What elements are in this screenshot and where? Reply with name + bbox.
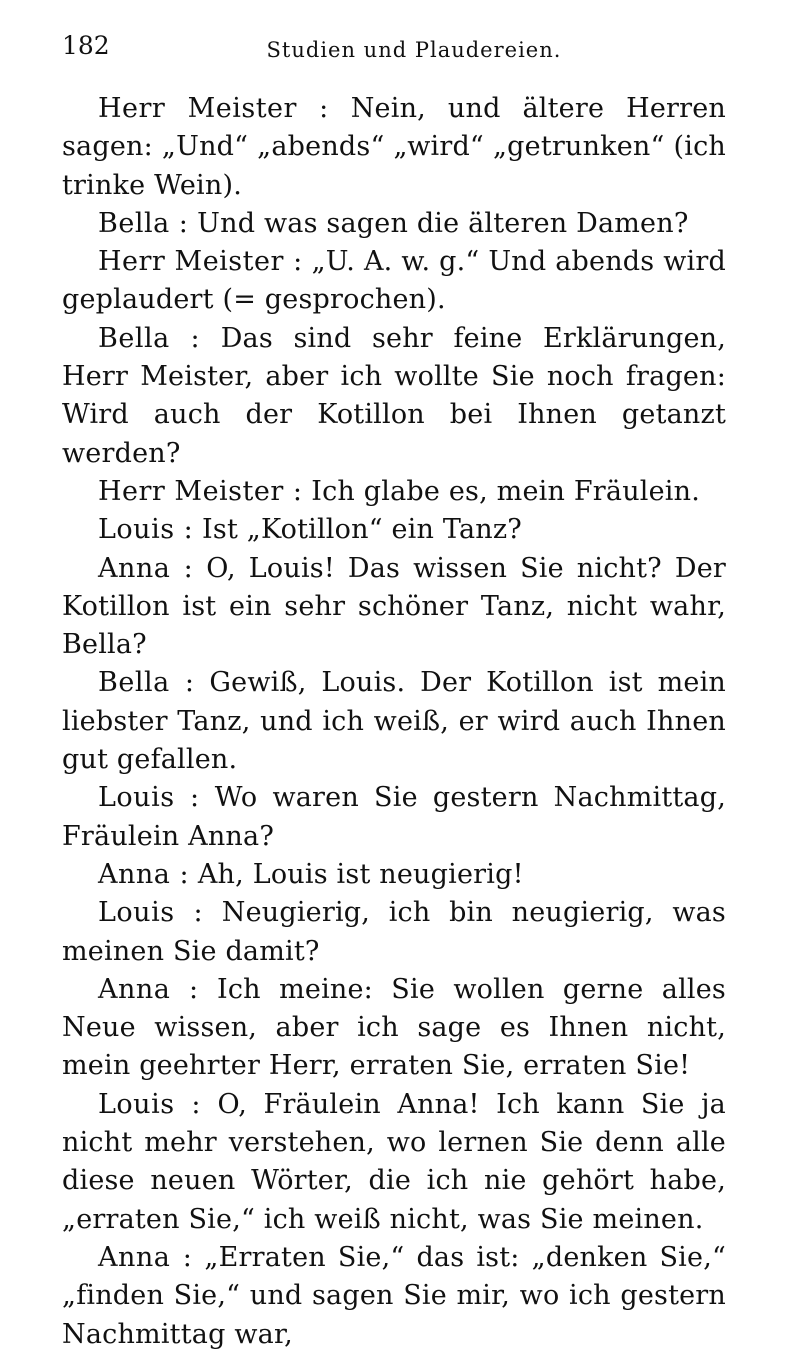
speaker-name: Bella : — [98, 667, 195, 699]
dialogue-line: „U. A. w. g.“ Und abends wird geplaudert (= gesprochen). — [62, 246, 726, 316]
speaker-name: Louis : — [98, 1088, 201, 1120]
dialogue-line: Nein, und ältere Herren sagen: „Und“ „abends“ „wird“ „getrunken“ (ich trinke Wein). — [62, 93, 726, 201]
speaker-name: Louis : — [98, 514, 194, 546]
dialogue-paragraph — [62, 473, 726, 511]
speaker-name: Louis : — [98, 897, 204, 929]
dialogue-paragraph — [62, 971, 726, 1086]
dialogue-line: Ist „Kotillon“ ein Tanz? — [202, 514, 522, 546]
dialogue-paragraph — [62, 1239, 726, 1354]
dialogue-paragraph — [62, 856, 726, 894]
dialogue-line: O, Louis! Das wissen Sie nicht? Der Kotillon ist ein sehr schöner Tanz, nicht wahr, Bella? — [62, 552, 726, 661]
speaker-name: Anna : — [98, 858, 190, 890]
dialogue-paragraph — [62, 243, 726, 320]
speaker-name: Anna : — [98, 1241, 193, 1273]
dialogue-line: „Erraten Sie,“ das ist: „denken Sie,“ „finden Sie,“ und sagen Sie mir, wo ich gestern Nachmittag war, — [62, 1241, 726, 1350]
dialogue-paragraph — [62, 664, 726, 779]
dialogue-paragraph — [62, 1086, 726, 1239]
dialogue-line: Das sind sehr feine Erklärungen, Herr Meister, aber ich wollte Sie noch fragen: Wird auch der Kotillon bei Ihnen getanzt werden? — [62, 322, 726, 469]
speaker-name: Herr Meister : — [98, 475, 303, 507]
dialogue-line: Ich glabe es, mein Fräulein. — [311, 475, 701, 507]
speaker-name: Anna : — [98, 973, 199, 1005]
dialogue-line: Und was sagen die älteren Damen? — [197, 207, 689, 239]
dialogue-line: Neugierig, ich bin neugierig, was meinen Sie damit? — [62, 897, 726, 967]
speaker-name: Anna : — [98, 552, 194, 584]
dialogue-line: Wo waren Sie gestern Nachmittag, Fräulein Anna? — [62, 782, 726, 852]
page-number: 182 — [62, 31, 110, 60]
dialogue-line: Ah, Louis ist neugierig! — [197, 858, 524, 890]
speaker-name: Herr Meister : — [98, 246, 303, 278]
dialogue-line: Gewiß, Louis. Der Kotillon ist mein liebster Tanz, und ich weiß, er wird auch Ihnen gut gefallen. — [62, 667, 726, 776]
dialogue-paragraph — [62, 511, 726, 549]
dialogue-paragraph — [62, 550, 726, 665]
dialogue-paragraph — [62, 205, 726, 243]
speaker-name: Louis : — [98, 782, 200, 814]
dialogue-paragraph — [62, 320, 726, 473]
dialogue-paragraph — [62, 894, 726, 971]
dialogue-paragraph — [62, 779, 726, 856]
dialogue-text — [62, 90, 726, 1354]
speaker-name: Bella : — [98, 207, 189, 239]
running-title: Studien und Plaudereien. — [266, 38, 562, 62]
dialogue-line: O, Fräulein Anna! Ich kann Sie ja nicht mehr verstehen, wo lernen Sie denn alle diese neuen Wörter, die ich nie gehört habe, „erraten Sie,“ ich weiß nicht, was Sie meinen. — [62, 1088, 726, 1235]
page-header — [62, 30, 726, 70]
dialogue-paragraph — [62, 90, 726, 205]
speaker-name: Bella : — [98, 322, 201, 354]
speaker-name: Herr Meister : — [98, 93, 329, 124]
dialogue-line: Ich meine: Sie wollen gerne alles Neue wissen, aber ich sage es Ihnen nicht, mein geehrter Herr, erraten Sie, erraten Sie! — [62, 973, 726, 1082]
